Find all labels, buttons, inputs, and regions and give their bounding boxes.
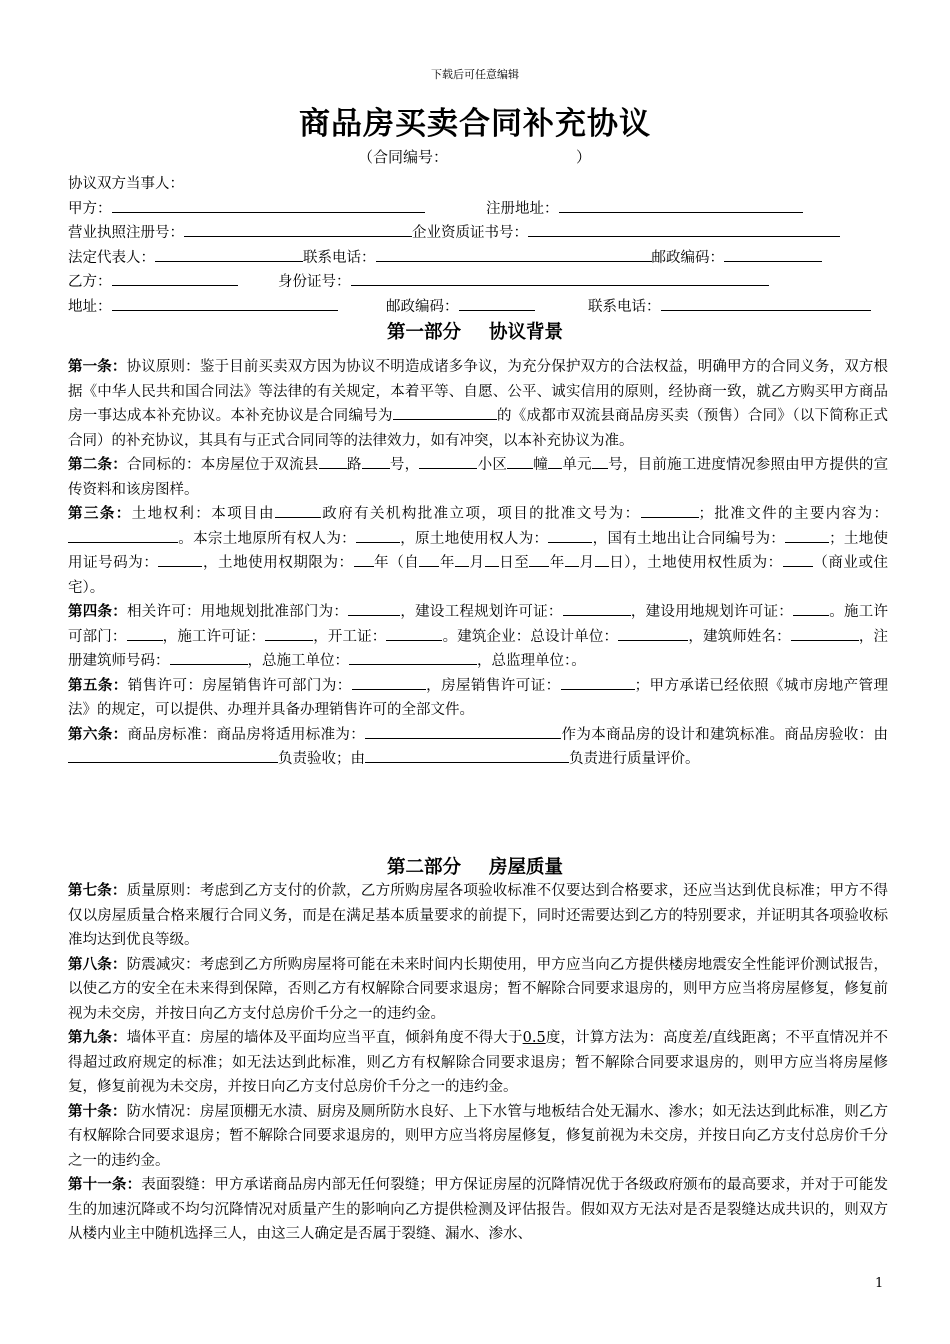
phone-field[interactable] <box>376 246 652 262</box>
postcode-label: 邮政编码： <box>651 249 724 266</box>
article-2: 第二条：合同标的：本房屋位于双流县 路 号， 小区 幢 单元 号，目前施工进度情况参照由甲方提供的宣传资料和该房图样。 <box>68 456 889 498</box>
legal-rep-row <box>68 246 888 271</box>
party-b-field[interactable] <box>112 270 238 286</box>
phone2-label: 联系电话： <box>588 298 661 315</box>
article-10: 第十条：防水情况：房屋顶棚无水渍、厨房及厕所防水良好、上下水管与地板结合处无漏水、渗水；如无法达到此标准，则乙方有权解除合同要求退房；暂不解除合同要求退房的，则甲方应当将房屋修复，修复前视为未交房，并按日向乙方支付总房价千分之一的违约金。 <box>68 1102 889 1169</box>
article-1-contract-no[interactable] <box>393 405 497 420</box>
article-11: 第十一条：表面裂缝：甲方承诺商品房内部无任何裂缝；甲方保证房屋的沉降情况优于各级政府颁布的最高要求，并对于可能发生的加速沉降或不均匀沉降情况对质量产生的影响向乙方提供检测及评估报告。假如双方无法对是否是裂缝达成共识的，则双方从楼内业主中随机选择三人，由这三人确定是否属于裂缝、漏水、渗水、 <box>68 1176 889 1242</box>
section-2-heading: 第二部分 房屋质量 <box>386 857 564 878</box>
legal-rep-label: 法定代表人： <box>68 249 155 266</box>
section-1-body <box>68 355 888 772</box>
party-a-row <box>68 197 888 222</box>
article-5: 第五条：销售许可：房屋销售许可部门为： ，房屋销售许可证： ；甲方承诺已经依照《城市房地产管理法》的规定，可以提供、办理并具备办理销售许可的全部文件。 <box>68 676 889 718</box>
contract-number <box>358 146 591 167</box>
address-row <box>68 295 888 320</box>
legal-rep-field[interactable] <box>155 246 303 262</box>
contract-no-open: （合同编号： <box>358 148 449 166</box>
qualification-label: 企业资质证书号： <box>412 225 528 241</box>
article-8: 第八条：防震减灾：考虑到乙方所购房屋将可能在未来时间内长期使用，甲方应当向乙方提供楼房地震安全性能评价测试报告，以使乙方的安全在未来得到保障，否则乙方有权解除合同要求退房；暂不解除合同要求退房的，则甲方应当将房屋修复，修复前视为未交房，并按日向乙方支付总房价千分之一的违约金。 <box>68 955 889 1022</box>
id-no-label: 身份证号： <box>278 274 351 290</box>
article-4: 第四条：相关许可：用地规划批准部门为： ，建设工程规划许可证： ，建设用地规划许可证： 。施工许可部门： ，施工许可证： ，开工证： 。建筑企业：总设计单位： ，建筑师姓名： ，注册建筑师号码： ，总施工单位： ，总监理单位：。 <box>68 603 889 669</box>
section-2-body <box>68 879 888 1247</box>
article-7: 第七条：质量原则：考虑到乙方支付的价款，乙方所购房屋各项验收标准不仅要达到合格要求，还应当达到优良标准；甲方不得仅以房屋质量合格来履行合同义务，而是在满足基本质量要求的前提下，同时还需要达到乙方的特别要求，并证明其各项验收标准均达到优良等级。 <box>68 882 889 948</box>
party-a-field[interactable] <box>112 197 425 213</box>
section-1-heading: 第一部分 协议背景 <box>386 322 564 343</box>
article-9: 第九条：墙体平直：房屋的墙体及平面均应当平直，倾斜角度不得大于0.5度，计算方法为：高度差/直线距离；不平直情况并不得超过政府规定的标准；如无法达到此标准，则乙方有权解除合同要求退房；暂不解除合同要求退房的，则甲方应当将房屋修复，修复前视为未交房，并按日向乙方支付总房价千分之一的违约金。 <box>68 1029 889 1095</box>
party-b-row <box>68 270 888 295</box>
qualification-field[interactable] <box>528 221 840 237</box>
party-b-label: 乙方： <box>68 274 112 290</box>
reg-address-field[interactable] <box>559 197 803 213</box>
document-title: 商品房买卖合同补充协议 <box>299 106 651 142</box>
postcode-field[interactable] <box>724 246 822 262</box>
reg-address-label: 注册地址： <box>486 200 559 217</box>
license-row <box>68 221 888 246</box>
license-label: 营业执照注册号： <box>68 225 184 241</box>
license-field[interactable] <box>184 221 412 237</box>
parties-intro: 协议双方当事人： <box>68 176 184 192</box>
contract-no-close: ） <box>576 148 592 166</box>
header-note: 下载后可任意编辑 <box>431 68 519 81</box>
address-label: 地址： <box>68 298 112 315</box>
phone-label: 联系电话： <box>303 249 376 266</box>
parties-block <box>68 172 888 319</box>
id-no-field[interactable] <box>351 270 769 286</box>
article-3: 第三条：土地权利：本项目由 政府有关机构批准立项，项目的批准文号为： ；批准文件的主要内容为：。本宗土地原所有权人为： ，原土地使用权人为： ，国有土地出让合同编号为： ；土地使用证号码为： ，土地使用权期限为： 年（自 年 月 日至 年 月 日），土地使用权性质为： （商业或住宅）。 <box>68 505 889 596</box>
page-number: 1 <box>875 1276 884 1291</box>
tilt-degree: 0.5 <box>522 1030 546 1046</box>
phone2-field[interactable] <box>661 295 871 311</box>
party-a-label: 甲方： <box>68 200 112 217</box>
article-1: 第一条：协议原则：鉴于目前买卖双方因为协议不明造成诸多争议，为充分保护双方的合法权益，明确甲方的合同义务，双方根据《中华人民共和国合同法》等法律的有关规定，本着平等、自愿、公平、诚实信用的原则，经协商一致，就乙方购买甲方商品房一事达成本补充协议。本补充协议是合同编号为 的《成都市双流县商品房买卖（预售）合同》（以下简称正式合同）的补充协议，其具有与正式合同同等的法律效力，如有冲突，以本补充协议为准。 <box>68 358 889 449</box>
postcode2-label: 邮政编码： <box>386 298 459 315</box>
address-field[interactable] <box>112 295 338 311</box>
postcode2-field[interactable] <box>459 295 535 311</box>
article-6: 第六条：商品房标准：商品房将适用标准为： 作为本商品房的设计和建筑标准。商品房验收：由负责验收；由 负责进行质量评价。 <box>68 725 889 767</box>
